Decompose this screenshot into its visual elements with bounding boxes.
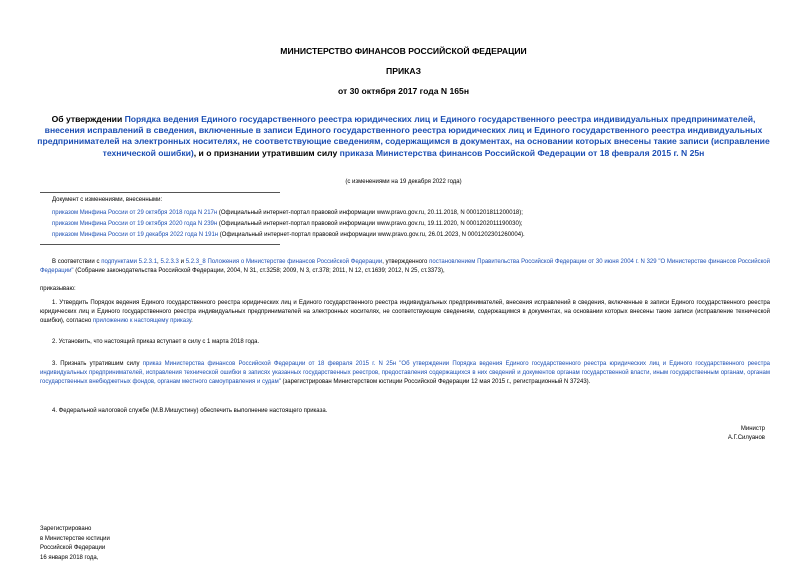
link-subpoint-5-2-3-3[interactable]: 5.2.3.3 bbox=[160, 259, 179, 265]
ministry-heading: МИНИСТЕРСТВО ФИНАНСОВ РОССИЙСКОЙ ФЕДЕРАЦИИ bbox=[280, 46, 527, 56]
title-prefix: Об утверждении bbox=[51, 114, 125, 124]
paragraph-1-text: 1. Утвердить Порядок ведения Единого государственного реестра юридических лиц и Единого государственного реестра индивидуальных предпринимателей, внесения исправлений в сведения, включенные в записи Единого государственного реестра юридических лиц и Единого государственного реестра индивидуальных предпринимателей на электронных носителях, не соответствующие сведениям, содержащимся в документах, на основании которых внесены такие записи (исправление технической ошибки), согласно bbox=[40, 300, 770, 324]
edited-note: (с изменениями на 19 декабря 2022 года) bbox=[345, 179, 462, 185]
order-word: приказываю: bbox=[40, 286, 76, 292]
registration-line: Российской Федерации bbox=[40, 545, 106, 552]
divider-top bbox=[40, 192, 280, 193]
changes-heading: Документ с изменениями, внесенными: bbox=[52, 197, 163, 203]
registration-line: в Министерстве юстиции bbox=[40, 535, 110, 542]
link-government-decree[interactable]: постановлением Правительства Российской Федерации от 30 июня 2004 г. N 329 "О Министерстве финансов Российской Федерации" bbox=[40, 259, 770, 274]
link-ministry-regulation[interactable]: 5.2.3_8 Положения о Министерстве финансов Российской Федерации bbox=[185, 259, 383, 265]
registration-line: Зарегистрировано bbox=[40, 526, 92, 532]
link-subpoint-5-2-3-1[interactable]: подпунктами 5.2.3.1 bbox=[101, 259, 158, 265]
title-middle: , и о признании утратившим силу bbox=[193, 147, 340, 158]
change-link[interactable]: приказом Минфина России от 19 октября 2020 года N 239н bbox=[52, 221, 218, 227]
change-item bbox=[52, 220, 782, 229]
preamble-text: , утвержденного bbox=[382, 259, 430, 265]
divider-bottom bbox=[40, 244, 280, 245]
signer-role: Министр bbox=[740, 426, 765, 432]
change-source: (Официальный интернет-портал правовой информации www.pravo.gov.ru, 26.01.2023, N 0001202301260004). bbox=[218, 232, 525, 238]
preamble-paragraph bbox=[40, 258, 770, 276]
preamble-text: (Собрание законодательства Российской Федерации, 2004, N 31, ст.3258; 2009, N 3, ст.378; 2011, N 12, ст.1639; 2012, N 25, ст.3373), bbox=[73, 268, 445, 274]
document-date-number: от 30 октября 2017 года N 165н bbox=[337, 86, 470, 96]
signer-name: А.Г.Силуанов bbox=[727, 435, 765, 441]
title-link-repealed-order[interactable]: приказа Министерства финансов Российской Федерации от 18 февраля 2015 г. N 25н bbox=[339, 147, 705, 158]
paragraph-4: 4. Федеральной налоговой службе (М.В.Мишустину) обеспечить выполнение настоящего приказа. bbox=[52, 408, 328, 414]
link-appendix[interactable]: приложению к настоящему приказу bbox=[92, 318, 192, 324]
preamble-text: и bbox=[178, 259, 186, 265]
change-item bbox=[52, 209, 782, 218]
change-link[interactable]: приказом Минфина России от 29 октября 2018 года N 217н bbox=[52, 210, 218, 216]
paragraph-3 bbox=[40, 360, 770, 387]
title-link-procedure[interactable]: Порядка ведения Единого государственного реестра юридических лиц и Единого государственного реестра индивидуальных предпринимателей, внесения исправлений в сведения, включенные в записи Единого государственного реестра юридических лиц и Единого государственного реестра индивидуальных предпринимателей на электронных носителях, не соответствующие сведениям, содержащимся в документах, на основании которых внесены такие записи (исправление технической ошибки) bbox=[37, 114, 770, 158]
link-repealed-order[interactable]: приказ Министерства финансов Российской Федерации от 18 февраля 2015 г. N 25н "Об утверждении Порядка ведения Единого государственного реестра юридических лиц и Единого государственного реестра индивидуальных предпринимателей, исправления технической ошибки в записях указанных государственных реестров, предоставления содержащихся в них сведений и документов органам государственной власти, иным государственным органам, органам государственных внебюджетных фондов, органам местного самоуправления и судам" bbox=[40, 361, 770, 385]
paragraph-2: 2. Установить, что настоящий приказ вступает в силу с 1 марта 2018 года. bbox=[52, 339, 260, 345]
preamble-text: , bbox=[157, 259, 161, 265]
registration-line: 16 января 2018 года, bbox=[40, 554, 99, 561]
change-source: (Официальный интернет-портал правовой информации www.pravo.gov.ru, 20.11.2018, N 0001201811200018); bbox=[217, 210, 523, 216]
paragraph-1-end: . bbox=[191, 318, 193, 324]
paragraph-3-end: (зарегистрирован Министерством юстиции Российской Федерации 12 мая 2015 г., регистрационный N 37243). bbox=[280, 379, 591, 385]
registration-block bbox=[40, 525, 110, 563]
preamble-text: В соответствии с bbox=[52, 259, 102, 265]
document-title bbox=[32, 114, 775, 159]
signature-block bbox=[728, 425, 765, 443]
change-source: (Официальный интернет-портал правовой информации www.pravo.gov.ru, 19.11.2020, N 0001202011190030); bbox=[217, 221, 523, 227]
paragraph-1 bbox=[40, 299, 770, 326]
change-item bbox=[52, 231, 782, 240]
paragraph-3-text: 3. Признать утратившим силу bbox=[52, 361, 143, 367]
change-link[interactable]: приказом Минфина России от 19 декабря 2022 года N 191н bbox=[52, 232, 219, 238]
document-type: ПРИКАЗ bbox=[386, 66, 421, 76]
